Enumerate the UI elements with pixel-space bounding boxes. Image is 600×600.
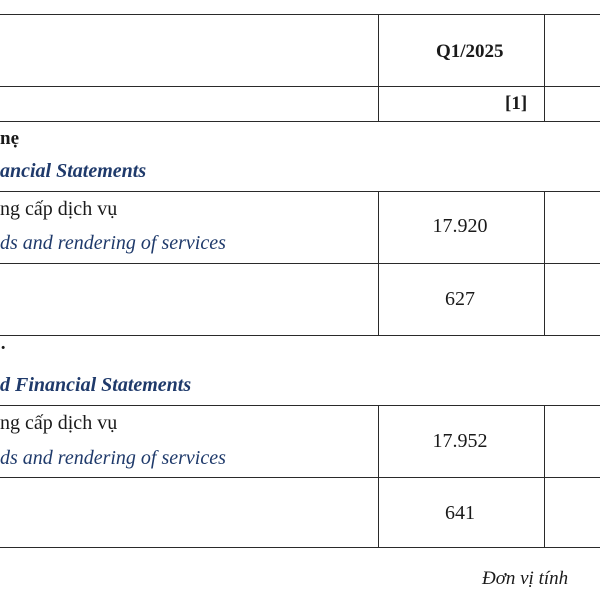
section2-title-vn: · [0,338,7,359]
rule-section1-row2-bottom [0,335,600,336]
section1-row1-label-vn: ng cấp dịch vụ [0,198,118,220]
section1-title-vn: nẹ [0,128,19,149]
rule-section2-title-bottom [0,405,600,406]
rule-section1-title-bottom [0,191,600,192]
rule-col1-left-s2 [378,405,379,547]
section2-row2-value: 641 [445,502,475,524]
section2-row1-value: 17.952 [432,430,488,452]
rule-section1-row1-bottom [0,263,600,264]
rule-ref-bottom [0,121,600,122]
period-header: Q1/2025 [436,41,504,62]
unit-note: Đơn vị tính [482,568,569,589]
rule-col1-left-s1 [378,191,379,335]
section1-row2-value: 627 [445,288,475,310]
section2-title-en: d Financial Statements [0,374,192,396]
rule-col2-left-s1 [544,191,545,335]
rule-col2-left-s2 [544,405,545,547]
rule-header-bottom [0,86,600,87]
rule-bottom [0,547,600,548]
section1-title-en: ancial Statements [0,160,147,182]
section2-row1-label-en: ds and rendering of services [0,447,226,469]
ref-header: [1] [505,93,528,114]
rule-section2-row1-bottom [0,477,600,478]
section1-row1-value: 17.920 [432,215,488,237]
rule-col2-left-header [544,14,545,121]
section1-row1-label-en: ds and rendering of services [0,232,226,254]
section2-row1-label-vn: ng cấp dịch vụ [0,412,118,434]
rule-top [0,14,600,15]
rule-col1-left-header [378,14,379,121]
